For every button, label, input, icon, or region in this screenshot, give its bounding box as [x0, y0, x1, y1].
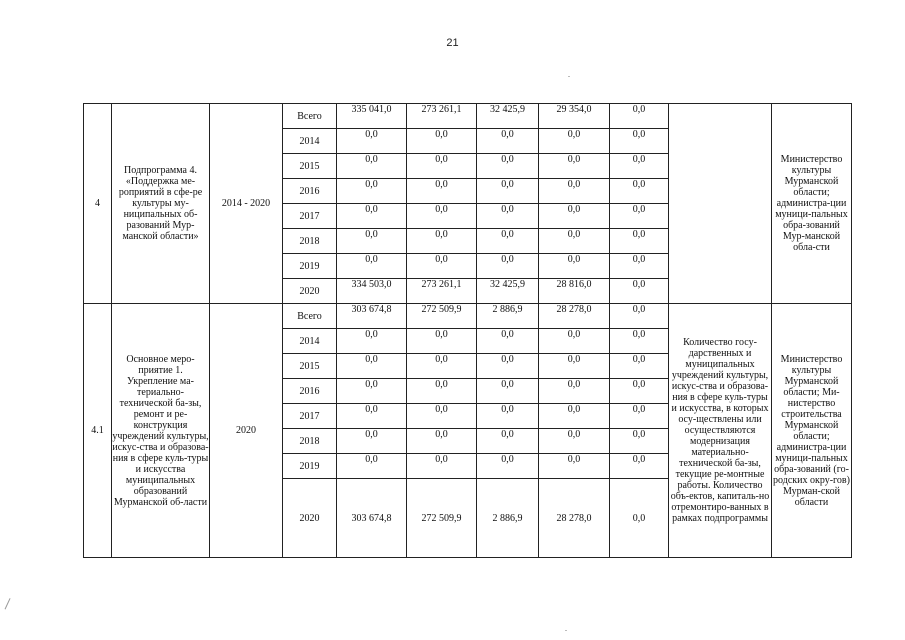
value-cell: 0,0 [610, 404, 669, 429]
value-cell: 0,0 [337, 379, 407, 404]
value-cell: 0,0 [610, 129, 669, 154]
value-cell: 0,0 [610, 154, 669, 179]
year-cell: 2015 [283, 354, 337, 379]
year-cell: Всего [283, 304, 337, 329]
value-cell: 0,0 [539, 154, 610, 179]
scan-dot [568, 76, 570, 77]
value-cell: 0,0 [477, 229, 539, 254]
value-cell: 0,0 [610, 329, 669, 354]
table-body [84, 104, 852, 558]
item-period: 2014 - 2020 [210, 104, 283, 304]
value-cell: 0,0 [610, 279, 669, 304]
value-cell: 0,0 [407, 129, 477, 154]
value-cell: 0,0 [337, 179, 407, 204]
year-cell: 2017 [283, 204, 337, 229]
year-cell: 2020 [283, 479, 337, 558]
year-cell: 2019 [283, 454, 337, 479]
value-cell: 0,0 [539, 254, 610, 279]
value-cell: 0,0 [407, 179, 477, 204]
year-cell: 2020 [283, 279, 337, 304]
value-cell: 0,0 [337, 129, 407, 154]
item-result: Количество госу-дарственных и муниципальных учреждений культуры, искус-ства и образова-ния в сфере куль-туры и искусства, в которых осу-ществлены или осуществляются модернизация материально-технической ба-зы, текущие ре-монтные работы. Количество объ-ектов, капиталь-но отремонтиро-ванных в рамках подпрограммы [669, 304, 772, 558]
value-cell: 0,0 [407, 154, 477, 179]
value-cell: 29 354,0 [539, 104, 610, 129]
value-cell: 0,0 [610, 179, 669, 204]
value-cell: 0,0 [407, 204, 477, 229]
value-cell: 0,0 [477, 454, 539, 479]
scan-dot [565, 630, 567, 631]
value-cell: 0,0 [610, 429, 669, 454]
value-cell: 2 886,9 [477, 304, 539, 329]
year-cell: 2018 [283, 429, 337, 454]
value-cell: 334 503,0 [337, 279, 407, 304]
value-cell: 0,0 [477, 404, 539, 429]
value-cell: 0,0 [539, 404, 610, 429]
value-cell: 0,0 [477, 154, 539, 179]
value-cell: 0,0 [407, 254, 477, 279]
value-cell: 0,0 [539, 329, 610, 354]
value-cell: 0,0 [610, 479, 669, 558]
value-cell: 0,0 [610, 254, 669, 279]
value-cell: 2 886,9 [477, 479, 539, 558]
value-cell: 0,0 [610, 454, 669, 479]
value-cell: 273 261,1 [407, 104, 477, 129]
table-row [84, 304, 852, 329]
value-cell: 0,0 [610, 354, 669, 379]
value-cell: 0,0 [539, 454, 610, 479]
value-cell: 0,0 [477, 429, 539, 454]
value-cell: 0,0 [539, 354, 610, 379]
value-cell: 0,0 [337, 329, 407, 354]
value-cell: 303 674,8 [337, 304, 407, 329]
value-cell: 0,0 [477, 379, 539, 404]
value-cell: 335 041,0 [337, 104, 407, 129]
year-cell: Всего [283, 104, 337, 129]
year-cell: 2014 [283, 129, 337, 154]
value-cell: 0,0 [337, 404, 407, 429]
item-number: 4 [84, 104, 112, 304]
value-cell: 28 816,0 [539, 279, 610, 304]
year-cell: 2015 [283, 154, 337, 179]
value-cell: 28 278,0 [539, 479, 610, 558]
year-cell: 2016 [283, 179, 337, 204]
value-cell: 0,0 [477, 204, 539, 229]
value-cell: 273 261,1 [407, 279, 477, 304]
value-cell: 0,0 [407, 454, 477, 479]
value-cell: 0,0 [539, 229, 610, 254]
year-cell: 2017 [283, 404, 337, 429]
value-cell: 0,0 [337, 229, 407, 254]
value-cell: 32 425,9 [477, 104, 539, 129]
value-cell: 303 674,8 [337, 479, 407, 558]
value-cell: 0,0 [337, 254, 407, 279]
program-table [83, 103, 852, 558]
year-cell: 2014 [283, 329, 337, 354]
value-cell: 0,0 [610, 379, 669, 404]
value-cell: 0,0 [610, 229, 669, 254]
value-cell: 0,0 [337, 429, 407, 454]
value-cell: 0,0 [539, 129, 610, 154]
value-cell: 0,0 [407, 404, 477, 429]
item-executor: Министерство культуры Мурманской области; Ми-нистерство строительства Мурманской области; администра-ции муници-пальных обра-зований (го-родских окру-гов) Мурман-ской области [772, 304, 852, 558]
value-cell: 0,0 [477, 179, 539, 204]
item-name: Подпрограмма 4. «Поддержка ме-роприятий в сфе-ре культуры му-ниципальных об-разований Мур-манской области» [112, 104, 210, 304]
value-cell: 0,0 [539, 179, 610, 204]
value-cell: 0,0 [337, 154, 407, 179]
page-number: 21 [446, 37, 459, 49]
value-cell: 272 509,9 [407, 479, 477, 558]
item-result [669, 104, 772, 304]
value-cell: 0,0 [539, 379, 610, 404]
value-cell: 0,0 [477, 254, 539, 279]
value-cell: 0,0 [337, 454, 407, 479]
value-cell: 0,0 [337, 204, 407, 229]
value-cell: 0,0 [407, 429, 477, 454]
item-executor: Министерство культуры Мурманской области; администра-ции муници-пальных обра-зований Мур-манской обла-сти [772, 104, 852, 304]
value-cell: 0,0 [539, 204, 610, 229]
value-cell: 0,0 [407, 354, 477, 379]
value-cell: 0,0 [610, 104, 669, 129]
scan-mark [5, 598, 12, 610]
value-cell: 32 425,9 [477, 279, 539, 304]
item-name: Основное меро-приятие 1. Укрепление ма-териально-технической ба-зы, ремонт и ре-конструкция учреждений культуры, искус-ства и образова-ния в сфере куль-туры и искусства муниципальных образований Мурманской об-ласти [112, 304, 210, 558]
value-cell: 0,0 [477, 354, 539, 379]
year-cell: 2019 [283, 254, 337, 279]
value-cell: 0,0 [337, 354, 407, 379]
value-cell: 272 509,9 [407, 304, 477, 329]
value-cell: 0,0 [610, 304, 669, 329]
year-cell: 2018 [283, 229, 337, 254]
value-cell: 0,0 [407, 329, 477, 354]
value-cell: 28 278,0 [539, 304, 610, 329]
item-period: 2020 [210, 304, 283, 558]
value-cell: 0,0 [477, 129, 539, 154]
value-cell: 0,0 [407, 379, 477, 404]
table-row [84, 104, 852, 129]
value-cell: 0,0 [477, 329, 539, 354]
year-cell: 2016 [283, 379, 337, 404]
value-cell: 0,0 [407, 229, 477, 254]
item-number: 4.1 [84, 304, 112, 558]
value-cell: 0,0 [539, 429, 610, 454]
value-cell: 0,0 [610, 204, 669, 229]
